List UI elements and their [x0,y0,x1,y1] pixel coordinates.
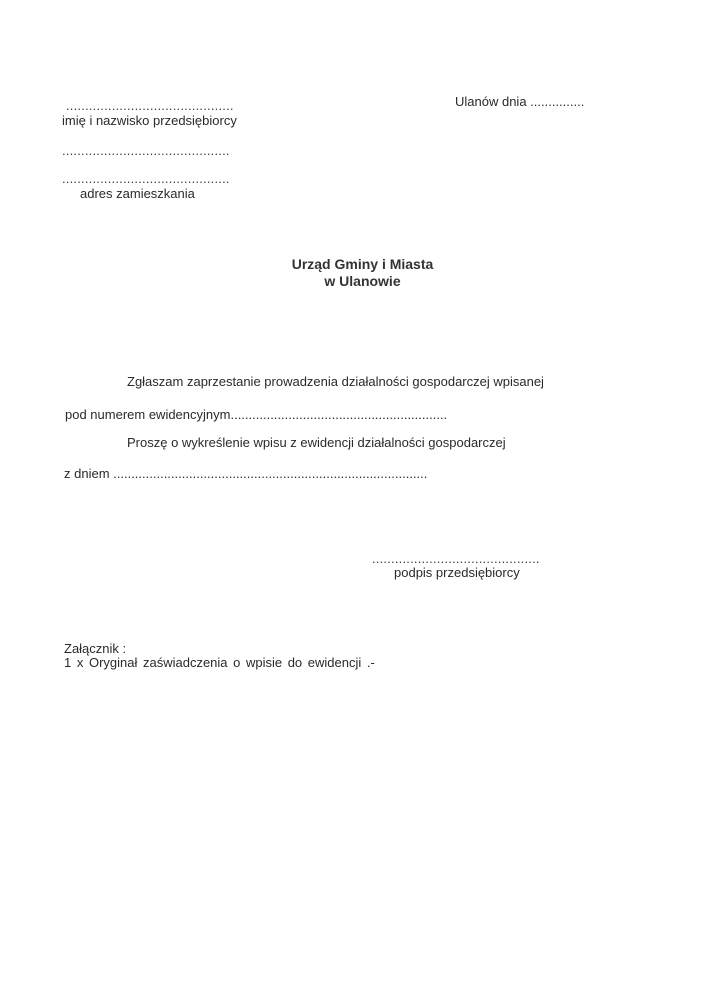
body-paragraph-1: Zgłaszam zaprzestanie prowadzenia działalności gospodarczej wpisanej [127,374,544,389]
place-date-line: Ulanów dnia ............... [455,94,585,109]
signature-label: podpis przedsiębiorcy [394,565,520,580]
recipient-line-2: w Ulanowie [324,273,401,289]
address-field-dots-2: ............................................ [62,171,230,186]
body-date-line: z dniem ....................................................................................... [64,466,428,481]
attachment-label: Załącznik : [64,641,127,656]
name-field-label: imię i nazwisko przedsiębiorcy [62,113,237,128]
body-paragraph-2: Proszę o wykreślenie wpisu z ewidencji działalności gospodarczej [127,435,506,450]
recipient-line-1: Urząd Gminy i Miasta [291,256,434,272]
body-registry-number-line: pod numerem ewidencyjnym............................................................ [65,407,448,422]
address-field-label: adres zamieszkania [80,186,195,201]
name-field-dots: ............................................ [66,98,234,113]
signature-dots: ............................................ [372,551,540,566]
address-field-dots-1: ............................................ [62,143,230,158]
attachment-item: 1 x Oryginał zaświadczenia o wpisie do ewidencji .- [64,655,375,670]
